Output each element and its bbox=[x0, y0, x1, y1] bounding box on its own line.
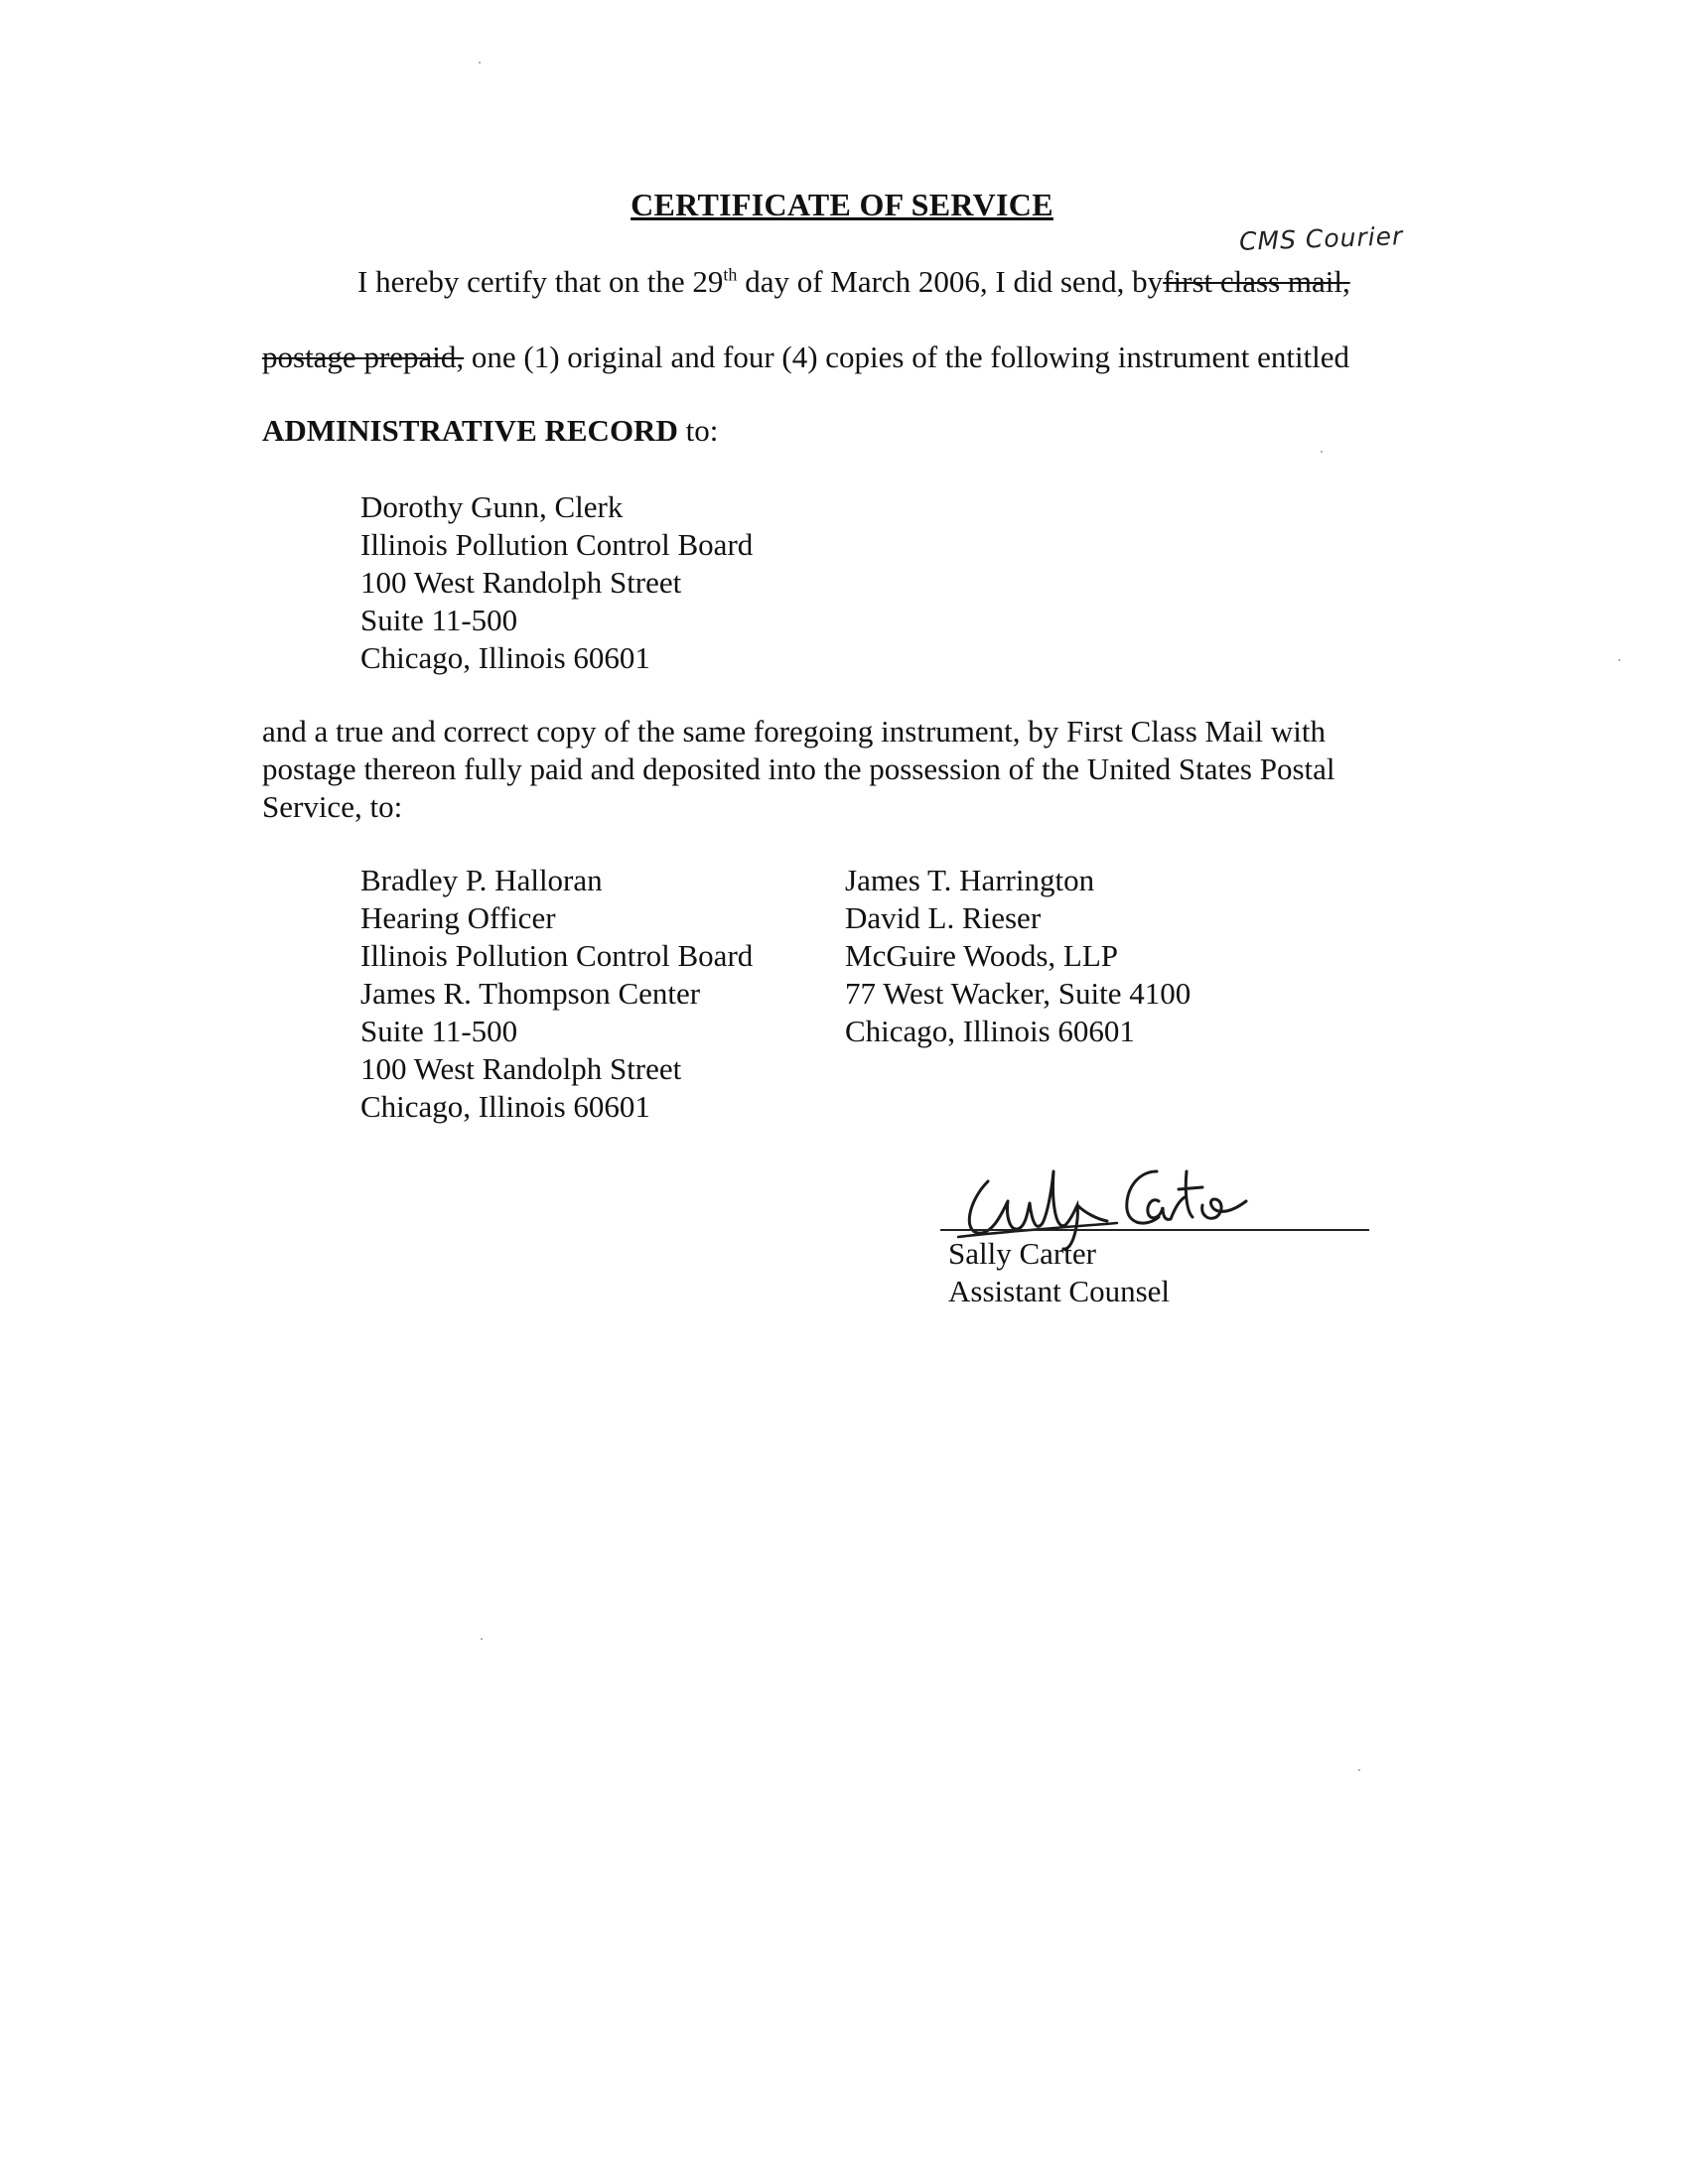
signer-block bbox=[948, 1235, 1170, 1310]
paragraph1-text: I hereby certify that on the 29 bbox=[357, 264, 724, 299]
signature-line bbox=[940, 1229, 1369, 1231]
address-line: 100 West Randolph Street bbox=[360, 565, 682, 600]
address-line: David L. Rieser bbox=[845, 900, 1042, 935]
paragraph1-line2 bbox=[262, 340, 1349, 375]
address-line: Suite 11-500 bbox=[360, 603, 518, 637]
address-line: Illinois Pollution Control Board bbox=[360, 527, 754, 562]
paragraph2-line: and a true and correct copy of the same foregoing instrument, by First Class Mail with bbox=[262, 714, 1326, 749]
paragraph1-line1 bbox=[357, 264, 1350, 300]
paragraph2-line: Service, to: bbox=[262, 789, 403, 824]
recipient-address-right bbox=[845, 862, 1191, 1050]
ordinal-suffix: th bbox=[723, 264, 738, 285]
address-line: Illinois Pollution Control Board bbox=[360, 938, 754, 973]
address-line: 77 West Wacker, Suite 4100 bbox=[845, 976, 1192, 1011]
address-line: 100 West Randolph Street bbox=[360, 1051, 682, 1086]
primary-recipient-address bbox=[360, 488, 753, 677]
address-line: Chicago, Illinois 60601 bbox=[360, 640, 650, 675]
scan-speck bbox=[1358, 1769, 1360, 1771]
address-line: McGuire Woods, LLP bbox=[845, 938, 1119, 973]
signer-name: Sally Carter bbox=[948, 1236, 1096, 1271]
signer-title: Assistant Counsel bbox=[948, 1274, 1171, 1308]
document-title: CERTIFICATE OF SERVICE bbox=[631, 187, 1053, 222]
handwritten-annotation: CMS Courier bbox=[1238, 221, 1404, 256]
struck-text-first-class-mail: first class mail, bbox=[1163, 264, 1350, 299]
administrative-record-line bbox=[262, 413, 718, 449]
scan-speck bbox=[1321, 451, 1323, 453]
address-line: Suite 11-500 bbox=[360, 1014, 518, 1048]
address-line: Dorothy Gunn, Clerk bbox=[360, 489, 624, 524]
paragraph2 bbox=[262, 713, 1335, 826]
paragraph1-line2-text: one (1) original and four (4) copies of the following instrument entitled bbox=[464, 340, 1350, 374]
address-line: Bradley P. Halloran bbox=[360, 863, 603, 897]
administrative-record-to: to: bbox=[677, 413, 719, 448]
scan-speck bbox=[479, 62, 481, 64]
struck-text-postage-prepaid: postage prepaid, bbox=[262, 340, 465, 374]
address-line: Chicago, Illinois 60601 bbox=[360, 1089, 650, 1124]
address-line: James R. Thompson Center bbox=[360, 976, 701, 1011]
paragraph1-text-continued: day of March 2006, I did send, by bbox=[737, 264, 1164, 299]
address-line: Hearing Officer bbox=[360, 900, 556, 935]
recipient-address-left bbox=[360, 862, 753, 1126]
administrative-record-label: ADMINISTRATIVE RECORD bbox=[262, 413, 678, 448]
paragraph2-line: postage thereon fully paid and deposited into the possession of the United States Postal bbox=[262, 751, 1335, 786]
address-line: Chicago, Illinois 60601 bbox=[845, 1014, 1135, 1048]
scan-speck bbox=[481, 1638, 483, 1640]
address-line: James T. Harrington bbox=[845, 863, 1095, 897]
scan-speck bbox=[1618, 659, 1620, 661]
